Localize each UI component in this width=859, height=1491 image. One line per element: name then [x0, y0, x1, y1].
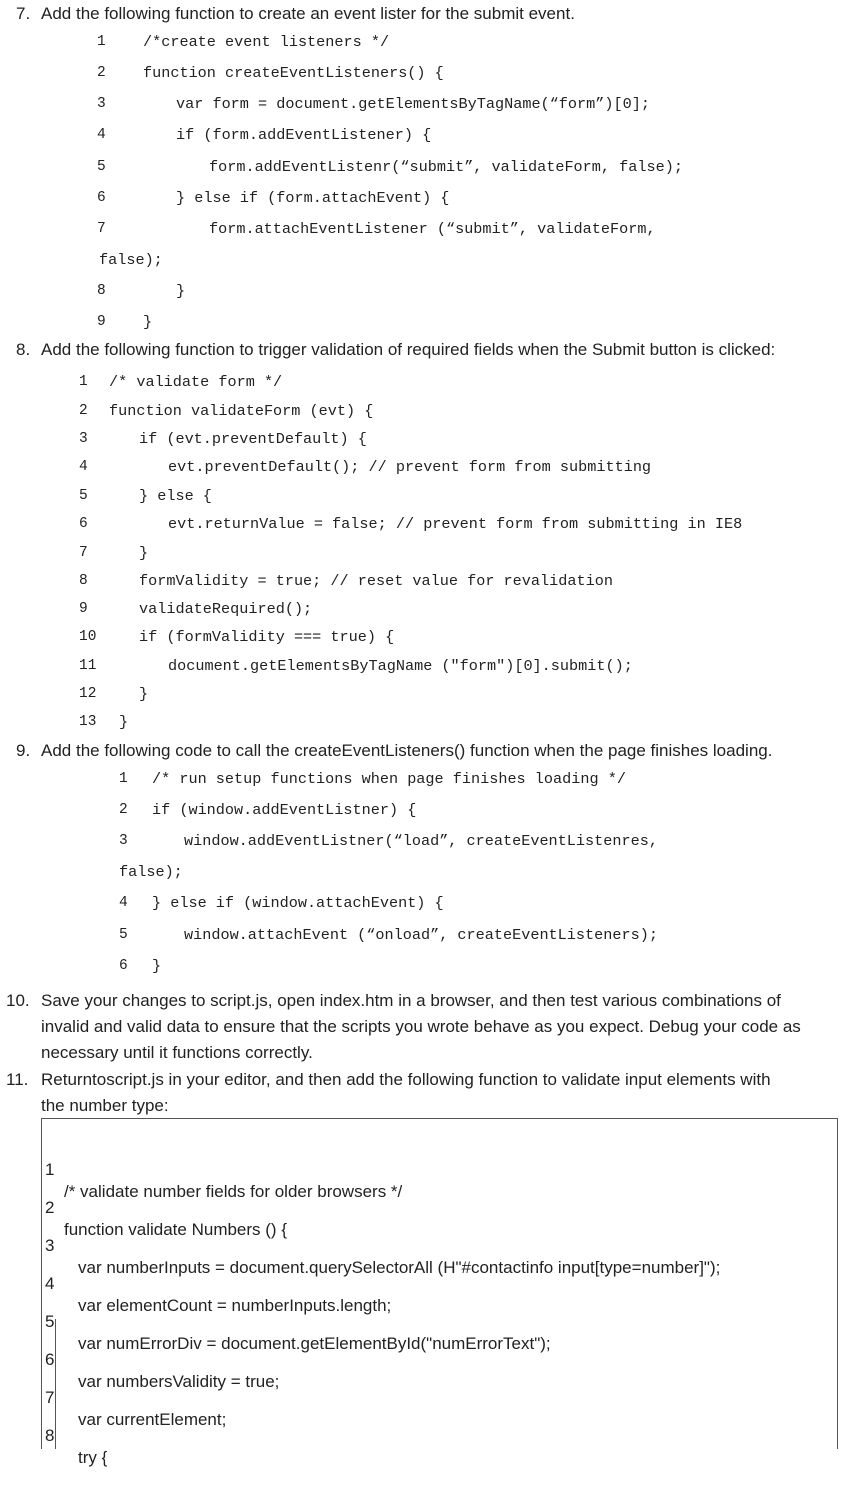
code-line: var form = document.getElementsByTagName(“form”)[0]; [176, 95, 650, 113]
code-line: form.addEventListenr(“submit”, validateForm, false); [209, 158, 683, 176]
code-line: /* validate number fields for older browsers */ [64, 1182, 403, 1201]
line-number: 3 [97, 96, 106, 112]
code-line: } [143, 313, 153, 331]
code-line: var elementCount = numberInputs.length; [78, 1296, 392, 1315]
step-number: 9. [16, 741, 31, 760]
code-line: try { [78, 1448, 108, 1467]
code-line: } else if (window.attachEvent) { [152, 894, 444, 912]
line-number: 3 [119, 833, 128, 849]
line-number: 5 [45, 1312, 55, 1331]
line-number: 13 [79, 714, 97, 730]
line-number: 6 [119, 958, 128, 974]
code-line-continuation: false); [119, 863, 183, 881]
line-number: 1 [45, 1160, 55, 1179]
line-number: 5 [97, 159, 106, 175]
code-line: form.attachEventListener (“submit”, validateForm, [209, 220, 656, 238]
step-text: Add the following function to trigger validation of required fields when the Submit button is clicked: [41, 340, 776, 359]
code-line: } [139, 544, 149, 562]
step-number: 7. [16, 4, 31, 23]
code-line: } [152, 957, 162, 975]
code-line: } else if (form.attachEvent) { [176, 189, 450, 207]
line-number: 6 [97, 190, 106, 206]
code-line: formValidity = true; // reset value for revalidation [139, 572, 613, 590]
line-number: 8 [45, 1426, 55, 1445]
line-number: 2 [119, 802, 128, 818]
line-number: 2 [97, 65, 106, 81]
line-number: 3 [79, 431, 88, 447]
line-number: 4 [45, 1274, 55, 1293]
line-number: 6 [45, 1350, 55, 1369]
line-number: 2 [45, 1198, 55, 1217]
code-line: } [176, 282, 186, 300]
line-number: 1 [97, 34, 106, 50]
code-line: if (formValidity === true) { [139, 628, 395, 646]
code-line: } else { [139, 487, 212, 505]
step-text: Add the following code to call the createEventListeners() function when the page finishes loading. [41, 741, 773, 760]
code-line: if (evt.preventDefault) { [139, 430, 367, 448]
code-line: window.attachEvent (“onload”, createEventListeners); [184, 926, 658, 944]
step-text-line: Save your changes to script.js, open index.htm in a browser, and then test various combinations of [41, 991, 781, 1010]
code-line: var numberInputs = document.querySelectorAll (H"#contactinfo input[type=number]"); [78, 1258, 721, 1277]
step-text-line: necessary until it functions correctly. [41, 1043, 313, 1062]
code-line: /* validate form */ [109, 373, 283, 391]
code-line-continuation: false); [99, 251, 163, 269]
line-number: 12 [79, 686, 97, 702]
line-number: 4 [79, 459, 88, 475]
step-text-line: Returntoscript.js in your editor, and then add the following function to validate input elements with [41, 1070, 771, 1089]
line-number: 7 [97, 221, 106, 237]
code-line: var numbersValidity = true; [78, 1372, 280, 1391]
step-text: Add the following function to create an event lister for the submit event. [41, 4, 575, 23]
line-number: 1 [79, 374, 88, 390]
line-number: 8 [97, 283, 106, 299]
code-line: if (window.addEventListner) { [152, 801, 417, 819]
line-number: 1 [119, 771, 128, 787]
code-line: function validate Numbers () { [64, 1220, 287, 1239]
step-number: 8. [16, 340, 31, 359]
line-number: 7 [79, 545, 88, 561]
line-number: 3 [45, 1236, 55, 1255]
line-number: 4 [97, 127, 106, 143]
code-box [41, 1118, 838, 1467]
code-box-line [42, 1403, 108, 1491]
line-number: 6 [79, 516, 88, 532]
line-number: 10 [79, 629, 97, 645]
code-line: var numErrorDiv = document.getElementById("numErrorText"); [78, 1334, 551, 1353]
line-number: 11 [79, 658, 97, 674]
line-number: 5 [79, 488, 88, 504]
line-number: 8 [79, 573, 88, 589]
code-line: evt.preventDefault(); // prevent form from submitting [168, 458, 652, 476]
line-number: 2 [79, 403, 88, 419]
code-line: document.getElementsByTagName ("form")[0].submit(); [168, 657, 633, 675]
line-number: 7 [45, 1388, 55, 1407]
code-line: function validateForm (evt) { [109, 402, 374, 420]
line-number: 9 [79, 601, 88, 617]
code-line: function createEventListeners() { [143, 64, 444, 82]
code-line: /*create event listeners */ [143, 33, 390, 51]
code-line: evt.returnValue = false; // prevent form from submitting in IE8 [168, 515, 743, 533]
step-number: 10. [6, 991, 30, 1010]
step-number: 11. [6, 1070, 29, 1089]
code-line: window.addEventListner(“load”, createEventListenres, [184, 832, 658, 850]
line-number: 5 [119, 927, 128, 943]
line-number: 4 [119, 895, 128, 911]
line-number: 9 [97, 314, 106, 330]
code-line: validateRequired(); [139, 600, 313, 618]
step-text-line: invalid and valid data to ensure that the scripts you wrote behave as you expect. Debug your code as [41, 1017, 801, 1036]
step-text-line: the number type: [41, 1096, 169, 1115]
code-line: } [139, 685, 149, 703]
code-line: var currentElement; [78, 1410, 227, 1429]
code-line: } [119, 713, 129, 731]
code-line: /* run setup functions when page finishes loading */ [152, 770, 626, 788]
code-line: if (form.addEventListener) { [176, 126, 432, 144]
